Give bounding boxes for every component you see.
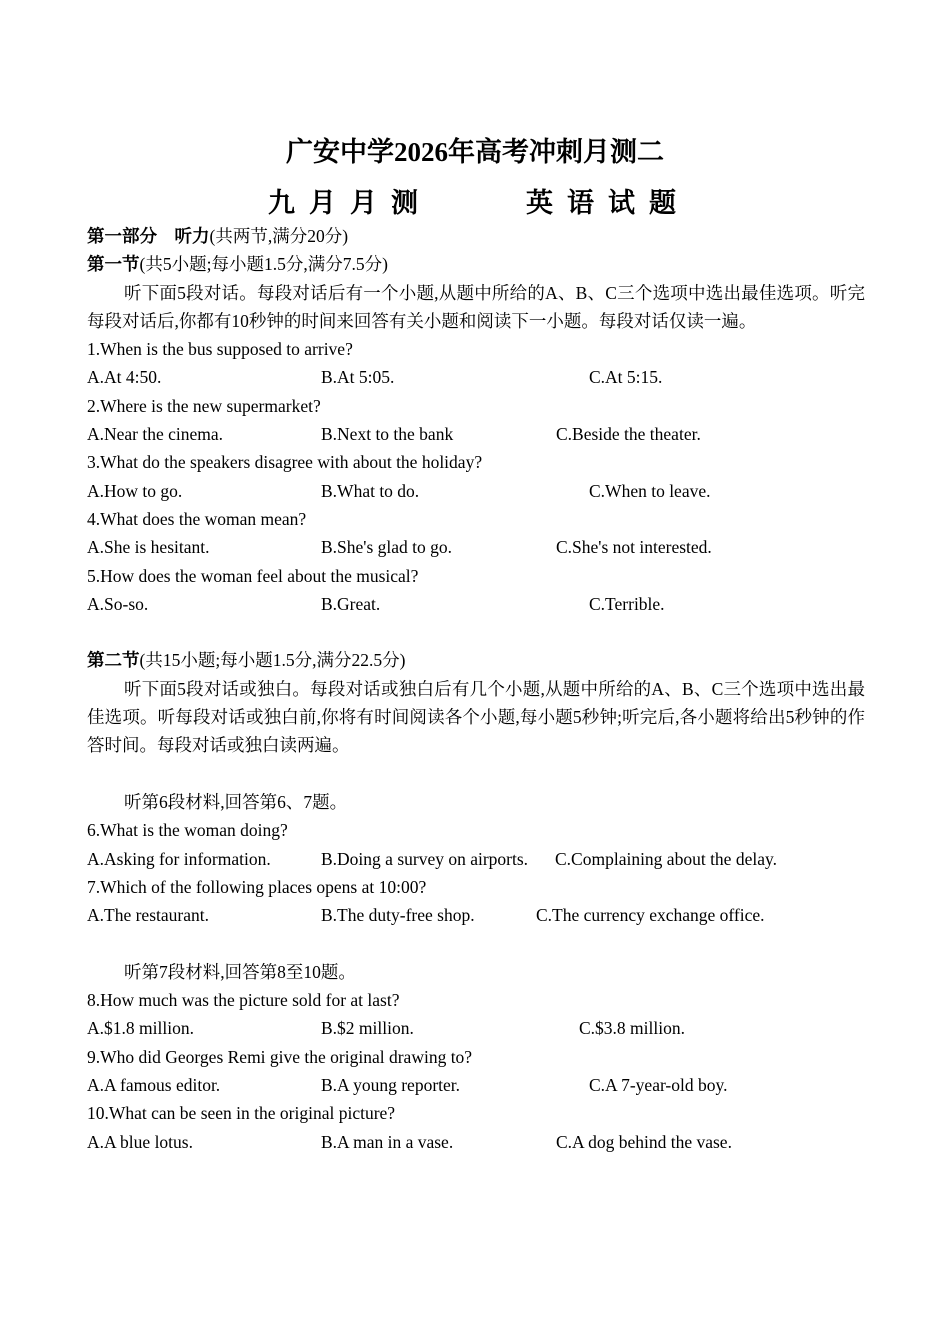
spacer (87, 618, 865, 646)
exam-content (87, 222, 865, 1156)
question-2-options (87, 420, 865, 448)
option-c: C.A 7-year-old boy. (589, 1074, 728, 1095)
question-1-options (87, 363, 865, 391)
option-b: B.A man in a vase. (321, 1131, 454, 1152)
question-1: 1.When is the bus supposed to arrive? (87, 339, 353, 360)
section1-instructions: 听下面5段对话。每段对话后有一个小题,从题中所给的A、B、C三个选项中选出最佳选项。听完每段对话后,你都有10秒钟的时间来回答有关小题和阅读下一小题。每段对话仅读一遍。 (87, 282, 865, 331)
option-b: B.What to do. (321, 480, 420, 501)
question-6: 6.What is the woman doing? (87, 820, 288, 841)
question-9: 9.Who did Georges Remi give the original drawing to? (87, 1046, 473, 1067)
question-2: 2.Where is the new supermarket? (87, 395, 321, 416)
option-c: C.Terrible. (589, 593, 665, 614)
question-3-options (87, 477, 865, 505)
question-5-options (87, 590, 865, 618)
section2-heading: 第二节(共15小题;每小题1.5分,满分22.5分) (87, 650, 406, 671)
option-a: A.A blue lotus. (87, 1131, 193, 1152)
option-c: C.At 5:15. (589, 367, 663, 388)
question-10-options (87, 1128, 865, 1156)
exam-subtitle-month: 九月月测 (268, 188, 432, 218)
option-a: A.So-so. (87, 593, 149, 614)
option-c: C.A dog behind the vase. (556, 1131, 732, 1152)
exam-subtitle (0, 183, 950, 223)
option-a: A.Asking for information. (87, 848, 271, 869)
question-8-options (87, 1014, 865, 1042)
option-b: B.$2 million. (321, 1018, 414, 1039)
option-c: C.She's not interested. (556, 537, 712, 558)
option-a: A.At 4:50. (87, 367, 162, 388)
question-5: 5.How does the woman feel about the musical? (87, 565, 419, 586)
option-a: A.Near the cinema. (87, 424, 224, 445)
spacer (87, 760, 865, 788)
option-a: A.The restaurant. (87, 905, 209, 926)
material-6-heading: 听第6段材料,回答第6、7题。 (124, 791, 348, 812)
option-b: B.The duty-free shop. (321, 905, 475, 926)
question-10: 10.What can be seen in the original picture? (87, 1103, 396, 1124)
question-4: 4.What does the woman mean? (87, 508, 307, 529)
part1-heading: 第一部分 听力(共两节,满分20分) (87, 226, 349, 246)
option-b: B.She's glad to go. (321, 537, 453, 558)
option-c: C.When to leave. (589, 480, 711, 501)
question-7-options (87, 901, 865, 929)
option-c: C.Beside the theater. (556, 424, 701, 445)
question-7: 7.Which of the following places opens at 10:00? (87, 876, 427, 897)
question-4-options (87, 533, 865, 561)
question-3: 3.What do the speakers disagree with about the holiday? (87, 452, 483, 473)
question-9-options (87, 1071, 865, 1099)
exam-title: 广安中学2026年高考冲刺月测二 (286, 137, 664, 167)
option-a: A.How to go. (87, 480, 183, 501)
option-a: A.$1.8 million. (87, 1018, 194, 1039)
section2-instructions: 听下面5段对话或独白。每段对话或独白后有几个小题,从题中所给的A、B、C三个选项中选出最佳选项。听每段对话或独白前,你将有时间阅读各个小题,每小题5秒钟;听完后,各小题将给出5秒钟的作答时间。每段对话或独白读两遍。 (87, 678, 865, 756)
option-c: C.The currency exchange office. (536, 905, 765, 926)
question-8: 8.How much was the picture sold for at last? (87, 990, 400, 1011)
section1-heading: 第一节(共5小题;每小题1.5分,满分7.5分) (87, 254, 388, 275)
option-b: B.Doing a survey on airports. (321, 848, 529, 869)
option-b: B.A young reporter. (321, 1074, 461, 1095)
question-6-options (87, 845, 865, 873)
option-b: B.Great. (321, 593, 381, 614)
option-b: B.Next to the bank (321, 424, 454, 445)
exam-subtitle-subject: 英语试题 (526, 188, 690, 218)
option-c: C.$3.8 million. (579, 1018, 685, 1039)
material-7-heading: 听第7段材料,回答第8至10题。 (124, 961, 356, 982)
option-b: B.At 5:05. (321, 367, 395, 388)
option-a: A.She is hesitant. (87, 537, 210, 558)
spacer (87, 929, 865, 957)
option-c: C.Complaining about the delay. (555, 848, 777, 869)
option-a: A.A famous editor. (87, 1074, 221, 1095)
